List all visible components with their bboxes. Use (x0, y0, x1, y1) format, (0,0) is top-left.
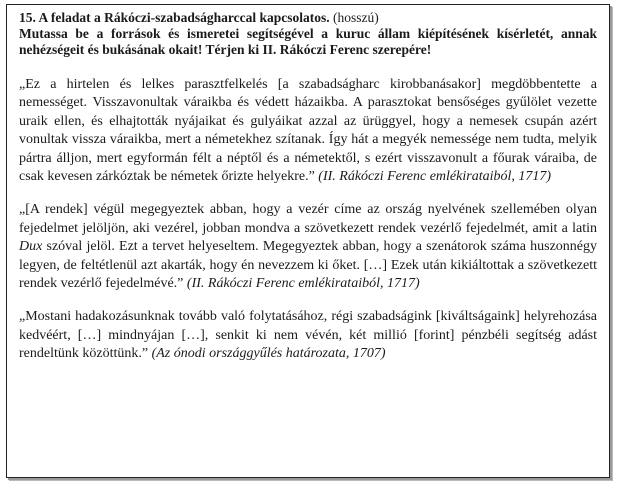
source-quote-3 (19, 308, 597, 363)
source-3-citation: (Az ónodi országgyűlés határozata, 1707) (151, 346, 386, 362)
source-quote-2 (19, 201, 597, 293)
source-2-citation: (II. Rákóczi Ferenc emlékirataiból, 1717) (186, 276, 420, 292)
source-1-text: „Ez a hirtelen és lelkes parasztfelkelés [a szabadságharc kirobbanásakor] megdöbbentette a nemességet. Visszavonultak váraikba és védett házaikba. A parasztokat bensőséges gyűlölet vezette uraik ellen, és elhajtották nyájaikat és gulyáikat azzal az ürüggyel, hogy a nemesek csupán azért vonultak vissza váraikba, mert a németekhez szítanak. Így hát a megyék nemessége nem tudta, melyik pártra álljon, mert egyformán félt a néptől és a németektől, s ezért visszavonult a főurak váraiba, de csak kevesen zárkóztak be németek őrizte helyekre.” (19, 77, 597, 185)
source-3-text: „Mostani hadakozásunknak tovább való folytatásához, régi szabadságink [kiváltságaink] helyrehozása kedvéért, […] mindnyájan […], senkit ki nem vévén, két millió [forint] pénzbéli segítség adást rendeltünk közöttünk.” (19, 309, 597, 362)
source-2-text-after: szóval jelöl. Ezt a tervet helyeseltem. Megegyeztek abban, hogy a szenátorok száma huszonnégy legyen, de feltétlenül azt akarták, hogy én nevezzem ki őket. […] Ezek után kikiáltottak a szövetkezett rendek vezérlő fejedelmévé.” (19, 239, 597, 292)
task-title: 15. A feladat a Rákóczi-szabadságharccal kapcsolatos. (19, 10, 330, 25)
task-length-note: (hosszú) (333, 10, 379, 25)
task-instruction: Mutassa be a források és ismeretei segítségével a kuruc állam kiépítésének kísérletét, annak nehézségeit és bukásának okait! Térjen ki II. Rákóczi Ferenc szerepére! (19, 26, 597, 57)
task-content (19, 10, 597, 364)
source-quote-1 (19, 76, 597, 186)
task-header (19, 10, 597, 26)
source-2-dux-term: Dux (19, 239, 43, 255)
source-2-text-before: „[A rendek] végül megegyeztek abban, hogy a vezér címe az ország nyelvének szellemében olyan fejedelmet jelöljön, aki vezérel, jobban mondva a szövetkezett rendek vezérlő fejedelmét, amit a latin (19, 202, 597, 236)
task-frame (6, 4, 610, 478)
source-1-citation: (II. Rákóczi Ferenc emlékirataiból, 1717) (318, 169, 552, 185)
